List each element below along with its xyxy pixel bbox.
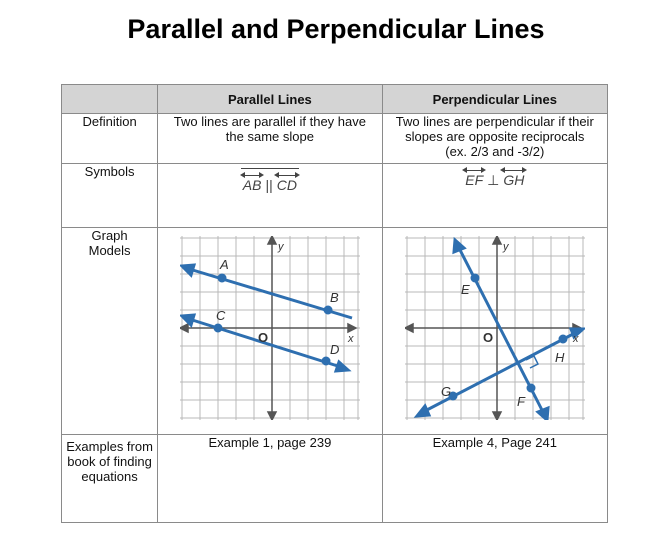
point-e [472, 275, 478, 281]
header-perpendicular: Perpendicular Lines [382, 85, 607, 114]
perpendicular-graph-cell [382, 228, 607, 435]
parallel-y-axis-label: y [277, 241, 284, 253]
header-parallel: Parallel Lines [158, 85, 382, 114]
parallel-symbol-op: || [265, 177, 273, 193]
line-cd-arrow [182, 315, 194, 325]
perpendicular-definition: Two lines are perpendicular if their slopes are opposite reciprocals (ex. 2/3 and -3/2) [382, 114, 607, 164]
table-header-row [62, 85, 608, 114]
point-a [219, 275, 225, 281]
x-axis-arrow [348, 324, 356, 332]
examples-row [62, 435, 608, 523]
line-ab-label: AB [242, 177, 262, 193]
header-blank [62, 85, 158, 114]
point-e-label: E [460, 282, 470, 297]
line-cd-label: CD [276, 177, 297, 193]
y-axis-arrow [493, 236, 501, 244]
parallel-symbol [158, 164, 382, 228]
point-d-label: D [329, 342, 340, 357]
examples-label: Examples from book of finding equations [62, 435, 158, 523]
perpendicular-symbol [382, 164, 607, 228]
symbols-label: Symbols [62, 164, 158, 228]
y-axis-arrow-bottom [493, 412, 501, 420]
point-b [325, 307, 331, 313]
y-axis-arrow-bottom [268, 412, 276, 420]
perpendicular-axes [405, 236, 581, 420]
segment-gh-overline [503, 168, 524, 188]
segment-ab-overline [243, 173, 262, 193]
perpendicular-graph [405, 236, 585, 420]
point-f-label: F [516, 394, 525, 409]
symbols-row [62, 164, 608, 228]
perpendicular-symbol-op: ⊥ [487, 172, 500, 188]
line-cd-arrow-end [336, 362, 348, 371]
parallel-x-axis-label: x [347, 333, 354, 345]
parallel-graph [180, 236, 360, 420]
point-h [560, 336, 566, 342]
line-ef-arrow [454, 240, 464, 252]
line-ef-label: EF [465, 172, 484, 188]
line-gh-arrow [417, 406, 429, 416]
point-c-label: C [215, 308, 226, 323]
point-b-label: B [329, 290, 339, 305]
point-f [528, 385, 534, 391]
perpendicular-y-axis-label: y [502, 241, 509, 253]
perpendicular-example: Example 4, Page 241 [382, 435, 607, 523]
parallel-graph-cell [158, 228, 382, 435]
point-c [215, 325, 221, 331]
line-gh-label: GH [503, 172, 525, 188]
definition-row [62, 114, 608, 164]
perpendicular-notation [465, 168, 524, 188]
graph-row [62, 228, 608, 435]
parallel-example: Example 1, page 239 [158, 435, 382, 523]
point-h-label: H [554, 350, 565, 365]
parallel-notation [243, 168, 297, 193]
point-g-label: G [440, 384, 451, 399]
graph-label: Graph Models [62, 228, 158, 435]
perpendicular-x-axis-label: x [572, 333, 579, 345]
parallel-origin-label: O [257, 330, 268, 345]
parallel-definition: Two lines are parallel if they have the same slope [158, 114, 382, 164]
segment-cd-overline [277, 173, 297, 193]
comparison-table [61, 84, 608, 523]
segment-ef-overline [465, 168, 483, 188]
y-axis-arrow [268, 236, 276, 244]
page-title: Parallel and Perpendicular Lines [127, 14, 545, 44]
point-a-label: A [219, 257, 229, 272]
x-axis-arrow-left [405, 324, 413, 332]
x-axis-arrow-left [180, 324, 188, 332]
point-d [323, 358, 329, 364]
parallel-axes [180, 236, 356, 420]
perpendicular-origin-label: O [482, 330, 493, 345]
definition-label: Definition [62, 114, 158, 164]
